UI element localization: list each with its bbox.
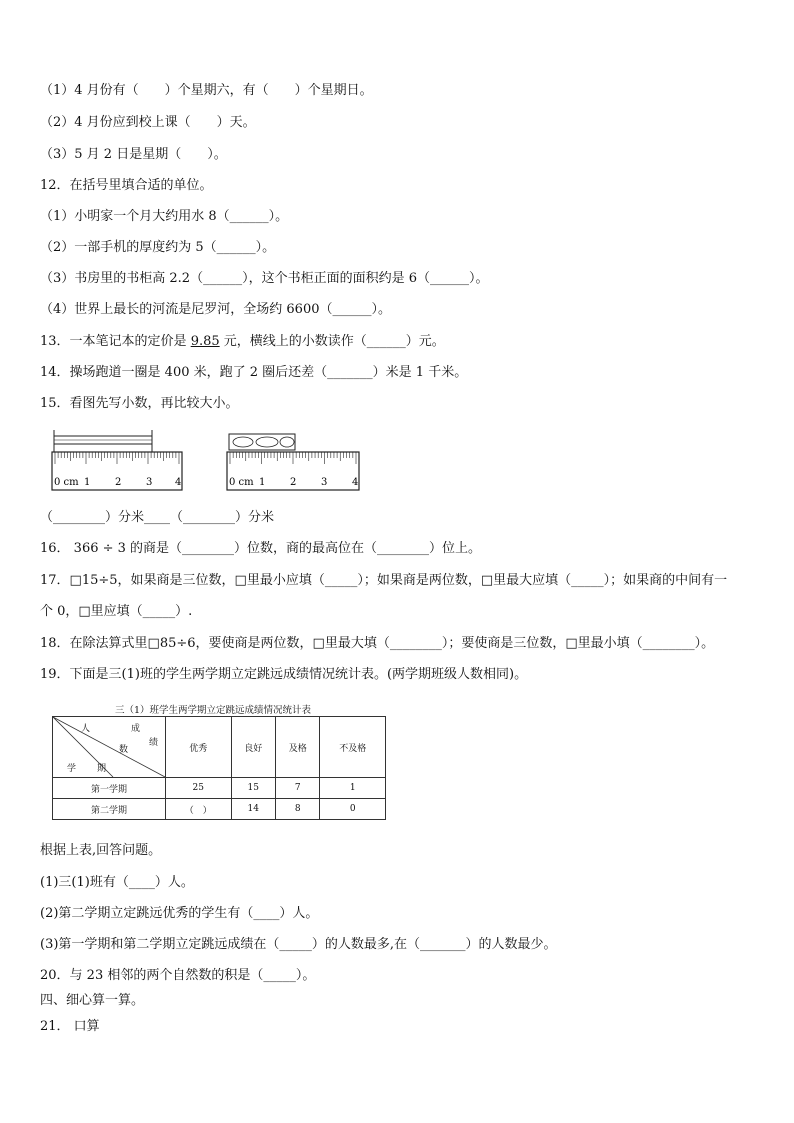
corner-label: 绩: [149, 738, 159, 748]
ruler-label: 1: [84, 477, 91, 488]
question-12-part-2: （2）一部手机的厚度约为 5（______）。: [40, 240, 276, 255]
ruler-label: 3: [321, 477, 328, 488]
question-11-part-2: （2）4 月份应到校上课（ ）天。: [40, 115, 256, 130]
question-19-part-2: (2)第二学期立定跳远优秀的学生有（____）人。: [40, 906, 319, 921]
table-header-cell: 不及格: [320, 717, 386, 778]
table-header-row: [53, 717, 386, 778]
question-12-part-3: （3）书房里的书柜高 2.2（______），这个书柜正面的面积约是 6（______）。: [40, 271, 489, 286]
ruler-label: 0 cm: [229, 477, 254, 488]
ruler-label: 4: [175, 477, 182, 488]
ruler-label: 3: [146, 477, 153, 488]
table-cell: 7: [275, 778, 319, 799]
question-13-text-a: 13．一本笔记本的定价是: [40, 334, 191, 349]
question-19-part-3: (3)第一学期和第二学期立定跳远成绩在（_____）的人数最多,在（_______）的人数最少。: [40, 937, 557, 952]
table-cell: 14: [231, 799, 275, 820]
ruler-label: 1: [259, 477, 266, 488]
table-cell: 8: [275, 799, 319, 820]
question-15: 15．看图先写小数，再比较大小。: [40, 396, 239, 411]
question-13: [40, 334, 445, 350]
corner-label: 成: [131, 724, 141, 734]
table-caption: 三（1）班学生两学期立定跳远成绩情况统计表: [115, 705, 312, 716]
table-header-cell: 良好: [231, 717, 275, 778]
question-12-part-1: （1）小明家一个月大约用水 8（______）。: [40, 209, 289, 224]
question-17-line-2: 个 0，□里应填（_____）.: [40, 604, 193, 619]
question-19: 19．下面是三(1)班的学生两学期立定跳远成绩情况统计表。(两学期班级人数相同)。: [40, 667, 528, 682]
table-row: [53, 799, 386, 820]
table-cell: 15: [231, 778, 275, 799]
ruler-label: 0 cm: [54, 477, 79, 488]
table-cell: 0: [320, 799, 386, 820]
ruler-label: 4: [352, 477, 359, 488]
ruler-figure-left: [50, 428, 185, 493]
corner-label: 人: [81, 724, 91, 734]
question-17-line-1: 17．□15÷5，如果商是三位数，□里最小应填（_____）；如果商是两位数，□里最大应填（_____）；如果商的中间有一: [40, 573, 728, 588]
ruler-label: 2: [290, 477, 297, 488]
question-11-part-3: （3）5 月 2 日是星期（ ）。: [40, 147, 227, 162]
ruler-label: 2: [115, 477, 122, 488]
question-18: 18．在除法算式里□85÷6，要使商是两位数，□里最大填（________）；要使商是三位数，□里最小填（________）。: [40, 636, 715, 651]
question-14: 14．操场跑道一圈是 400 米，跑了 2 圈后还差（_______）米是 1 千米。: [40, 365, 468, 380]
question-12-part-4: （4）世界上最长的河流是尼罗河，全场约 6600（______）。: [40, 302, 391, 317]
stats-table-wrap: [52, 716, 386, 820]
question-15-answer: （________）分米____（________）分米: [40, 510, 275, 525]
corner-label: 数: [119, 745, 129, 755]
question-19-prompt: 根据上表,回答问题。: [40, 843, 162, 858]
table-header-cell: 及格: [275, 717, 319, 778]
table-corner-cell: [53, 717, 166, 778]
table-row: [53, 778, 386, 799]
row-label: 第二学期: [53, 799, 166, 820]
question-13-number: 9.85: [190, 334, 220, 349]
question-12: 12．在括号里填合适的单位。: [40, 178, 213, 193]
question-16: 16． 366 ÷ 3 的商是（________）位数，商的最高位在（________）位上。: [40, 541, 482, 556]
table-header-cell: 优秀: [166, 717, 232, 778]
ruler-figure-right: [225, 428, 365, 493]
table-cell: 25: [166, 778, 232, 799]
table-cell: 1: [320, 778, 386, 799]
question-11-part-1: （1）4 月份有（ ）个星期六，有（ ）个星期日。: [40, 83, 373, 98]
stats-table: [52, 716, 386, 820]
row-label: 第一学期: [53, 778, 166, 799]
section-4-heading: 四、细心算一算。: [40, 993, 145, 1008]
question-13-text-b: 元，横线上的小数读作（______）元。: [219, 334, 445, 349]
corner-label: 学: [67, 764, 77, 774]
table-cell: （ ）: [166, 799, 232, 820]
question-20: 20．与 23 相邻的两个自然数的积是（_____）。: [40, 968, 316, 983]
question-21: 21． 口算: [40, 1019, 100, 1034]
question-19-part-1: (1)三(1)班有（____）人。: [40, 875, 194, 890]
corner-label: 期: [97, 764, 107, 774]
